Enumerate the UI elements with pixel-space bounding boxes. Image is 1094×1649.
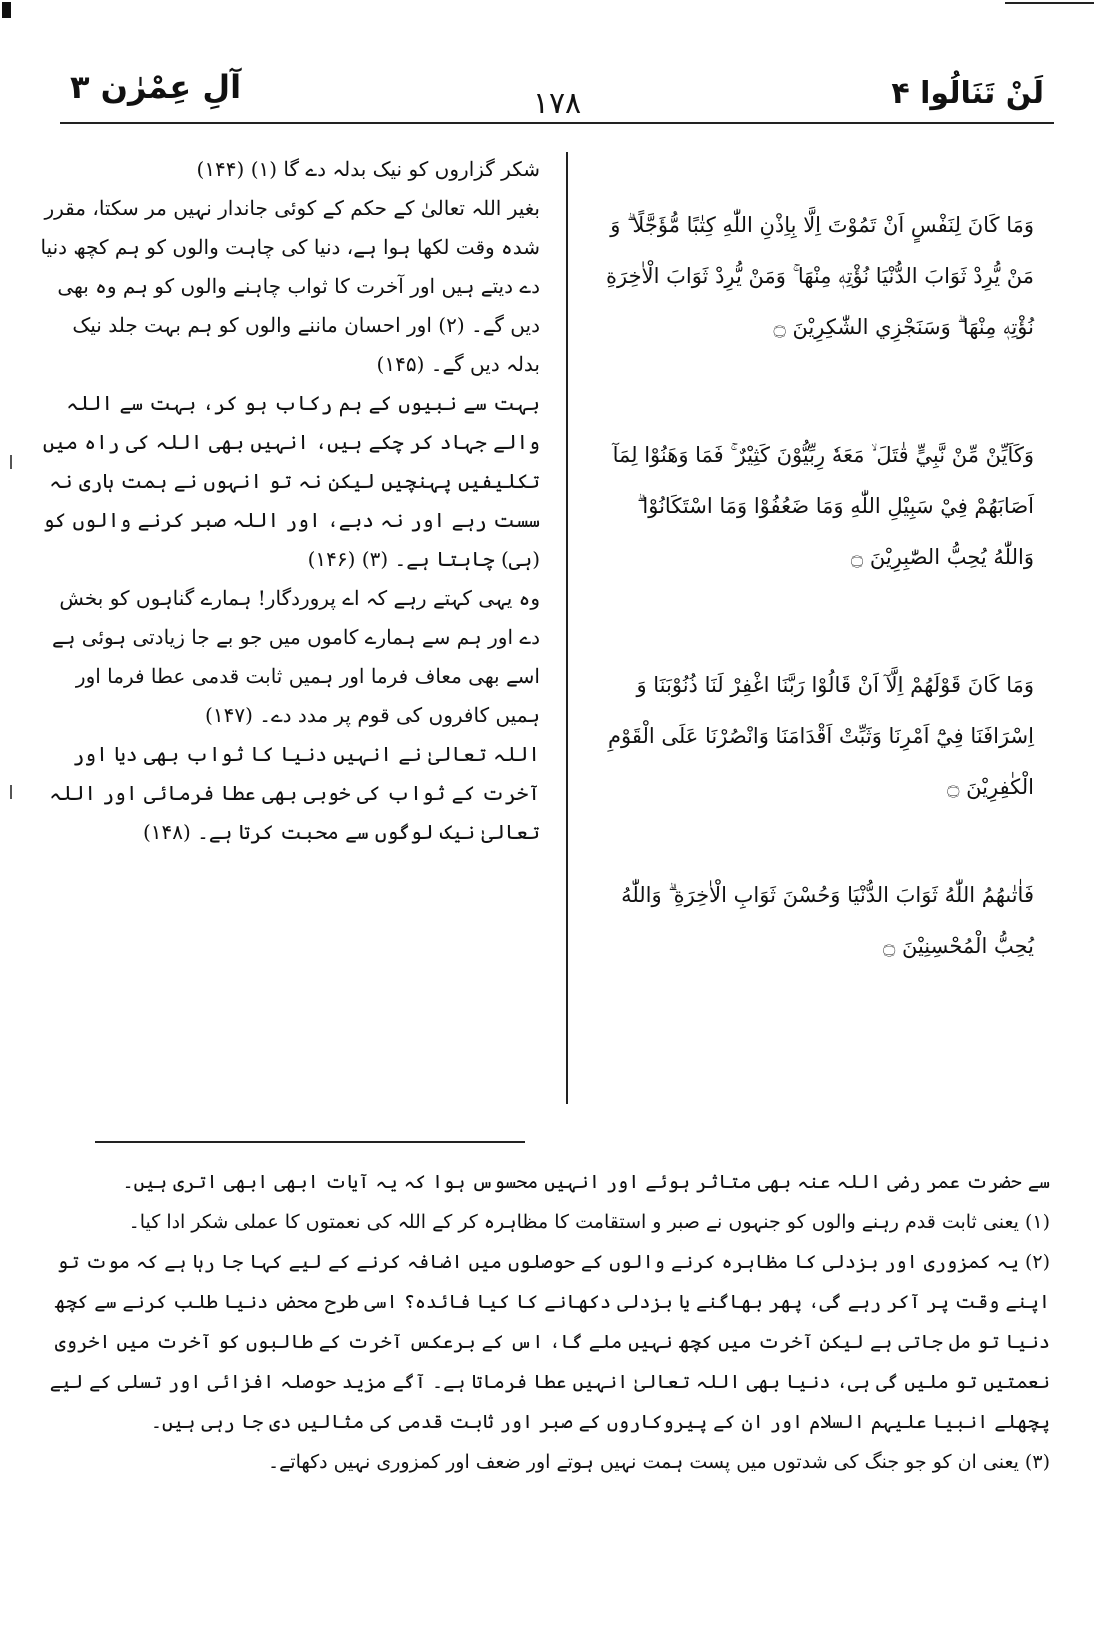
page-number: ۱۷۸ <box>532 86 582 121</box>
translation-148: اللہ تعالیٰ نے انہیں دنیا کا ثواب بھی دیا اور آخرت کے ثواب کی خوبی بھی عطا فرمائی اور اللہ تعالیٰ نیک لوگوں سے محبت کرتا ہے۔ (۱۴۸) <box>49 742 540 844</box>
footnote-1: (۱) یعنی ثابت قدم رہنے والوں کو جنہوں نے صبر و استقامت کا مظاہرہ کر کے اللہ کی نعمتوں کا عملی شکر ادا کیا۔ <box>128 1211 1050 1233</box>
margin-tick <box>10 785 12 799</box>
top-edge-rule <box>1005 2 1094 4</box>
translation-146: بہت سے نبیوں کے ہم رکاب ہو کر، بہت سے اللہ والے جہاد کر چکے ہیں، انہیں بھی اللہ کی راہ میں تکلیفیں پہنچیں لیکن نہ تو انہوں نے ہمت ہاری نہ سست رہے اور نہ دبے، اور اللہ صبر کرنے والوں کو (ہی) چاہتا ہے۔ (۳) (۱۴۶) <box>42 391 540 571</box>
header-divider <box>60 122 1054 124</box>
arabic-verse-148: فَاٰتٰىهُمُ اللّٰهُ ثَوَابَ الدُّنْيَا وَحُسْنَ ثَوَابِ الْاٰخِرَةِ ۗ وَاللّٰهُ يُحِبُّ الْمُحْسِنِيْنَ ۝ <box>621 883 1034 958</box>
footnote-2: (۲) یہ کمزوری اور بزدلی کا مظاہرہ کرنے والوں کے حوصلوں میں اضافہ کرنے کے لیے کہا جا رہا ہے کہ موت تو اپنے وقت پر آکر رہے گی، پھر بھاگنے یا بزدلی دکھانے کا کیا فائدہ؟ اسی طرح محض دنیا طلب کرنے سے کچھ دنیا تو مل جاتی ہے لیکن آخرت میں کچھ نہیں ملے گا، اس کے برعکس آخرت کے طالبوں کو آخرت میں اخروی نعمتیں تو ملیں گی ہی، دنیا بھی اللہ تعالیٰ انہیں عطا فرماتا ہے۔ آگے مزید حوصلہ افزائی اور تسلی کے لیے پچھلے انبیا علیہم السلام اور ان کے پیروکاروں کے صبر اور ثابت قدمی کی مثالیں دی جا رہی ہیں۔ <box>49 1251 1050 1433</box>
margin-tick <box>10 455 12 469</box>
juz-name: لَنْ تَنَالُوا ۴ <box>891 76 1044 111</box>
arabic-verse-145: وَمَا كَانَ لِنَفْسٍ اَنْ تَمُوْتَ اِلَّا بِاِذْنِ اللّٰهِ كِتٰبًا مُّؤَجَّلًا ۗ وَ مَنْ يُّرِدْ ثَوَابَ الدُّنْيَا نُؤْتِهٖ مِنْهَا ۚ وَمَنْ يُّرِدْ ثَوَابَ الْاٰخِرَةِ نُؤْتِهٖ مِنْهَا ۗ وَسَنَجْزِي الشّٰكِرِيْنَ ۝ <box>606 213 1034 339</box>
translation-144-end: شکر گزاروں کو نیک بدلہ دے گا (۱) (۱۴۴) <box>196 157 540 181</box>
footnote-3: (۳) یعنی ان کو جو جنگ کی شدتوں میں پست ہمت نہیں ہوتے اور ضعف اور کمزوری نہیں دکھاتے۔ <box>268 1451 1050 1473</box>
footnote-divider <box>95 1141 525 1143</box>
footnotes-section <box>40 1162 1050 1482</box>
arabic-verse-147: وَمَا كَانَ قَوْلَهُمْ اِلَّآ اَنْ قَالُوْا رَبَّنَا اغْفِرْ لَنَا ذُنُوْبَنَا وَ اِسْرَافَنَا فِيْٓ اَمْرِنَا وَثَبِّتْ اَقْدَامَنَا وَانْصُرْنَا عَلَى الْقَوْمِ الْكٰفِرِيْنَ ۝ <box>607 673 1034 799</box>
arabic-verse-146: وَكَاَيِّنْ مِّنْ نَّبِيٍّ قٰتَلَ ۙ مَعَهٗ رِبِّيُّوْنَ كَثِيْرٌ ۚ فَمَا وَهَنُوْا لِمَآ اَصَابَهُمْ فِيْ سَبِيْلِ اللّٰهِ وَمَا ضَعُفُوْا وَمَا اسْتَكَانُوْا ۗ وَاللّٰهُ يُحِبُّ الصّٰبِرِيْنَ ۝ <box>612 443 1034 569</box>
footnote-continuation: سے حضرت عمر رضی اللہ عنہ بھی متاثر ہوئے اور انہیں محسوس ہوا کہ یہ آیات ابھی ابھی اتری ہیں۔ <box>122 1171 1050 1193</box>
translation-column <box>40 150 540 852</box>
page-header <box>60 58 1054 121</box>
corner-print-mark <box>2 2 11 18</box>
translation-147: وہ یہی کہتے رہے کہ اے پروردگار! ہمارے گناہوں کو بخش دے اور ہم سے ہمارے کاموں میں جو بے جا زیادتی ہوئی ہے اسے بھی معاف فرما اور ہمیں ثابت قدمی عطا فرما اور ہمیں کافروں کی قوم پر مدد دے۔ (۱۴۷) <box>52 586 540 727</box>
surah-name: آلِ عِمْرٰن ۳ <box>70 68 242 106</box>
column-divider <box>566 152 568 1104</box>
translation-145: بغیر اللہ تعالیٰ کے حکم کے کوئی جاندار نہیں مر سکتا، مقرر شدہ وقت لکھا ہوا ہے، دنیا کی چاہت والوں کو ہم کچھ دنیا دے دیتے ہیں اور آخرت کا ثواب چاہنے والوں کو ہم وہ بھی دیں گے۔ (۲) اور احسان ماننے والوں کو ہم بہت جلد نیک بدلہ دیں گے۔ (۱۴۵) <box>40 196 540 376</box>
